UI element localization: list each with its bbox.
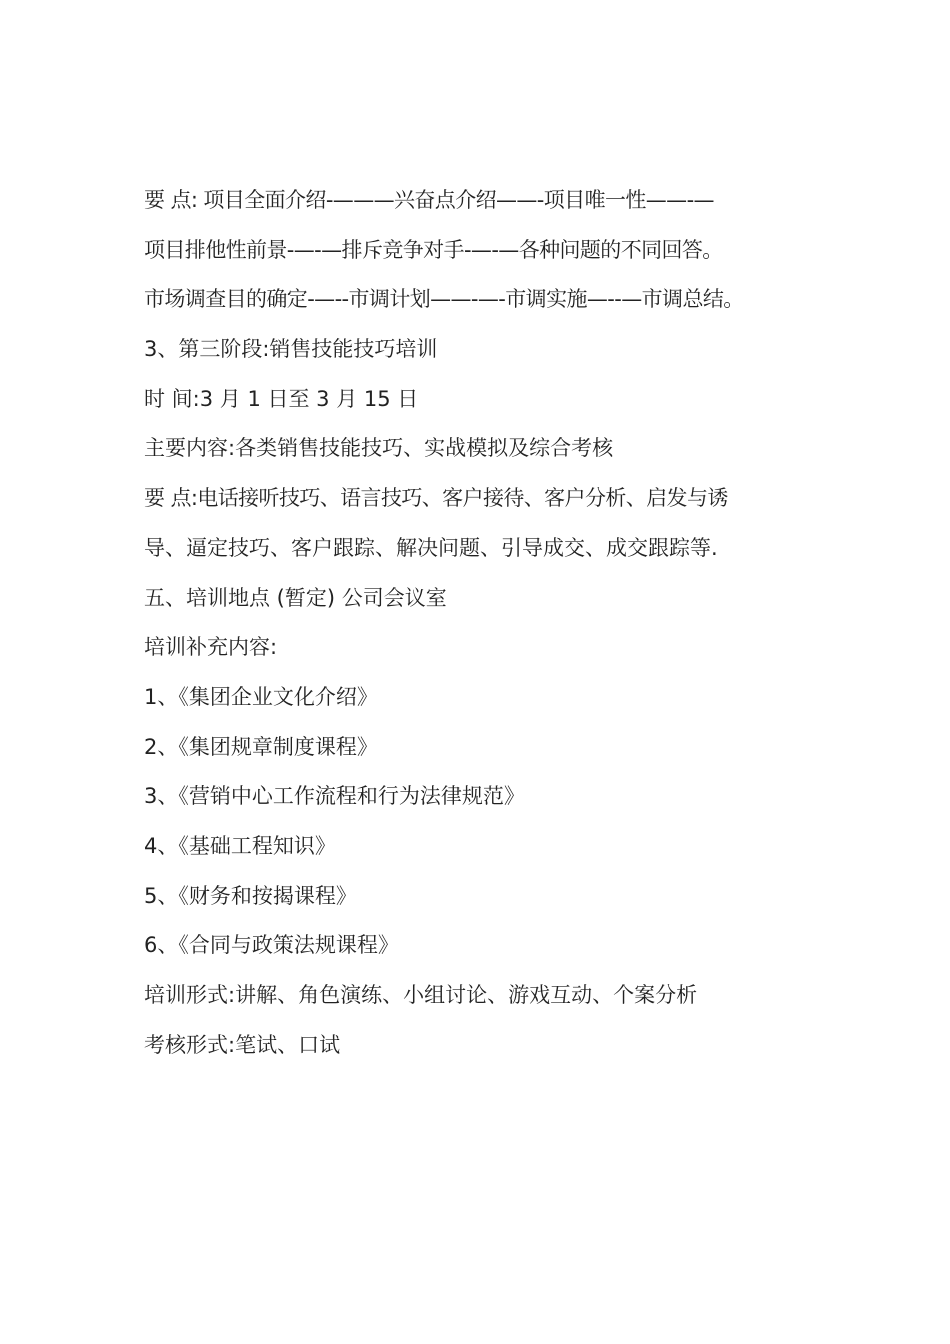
text-line-main-content: 主要内容:各类销售技能技巧、实战模拟及综合考核	[144, 436, 614, 461]
text-line-training-format: 培训形式:讲解、角色演练、小组讨论、游戏互动、个案分析	[144, 983, 698, 1007]
list-item-course-1: 1、《集团企业文化介绍》	[144, 684, 378, 709]
text-line-stage-three: 3、第三阶段:销售技能技巧培训	[144, 337, 438, 362]
list-item-course-3: 3、《营销中心工作流程和行为法律规范》	[144, 784, 525, 809]
text-line-key-points-skills: 要 点:电话接听技巧、语言技巧、客户接待、客户分析、启发与诱	[144, 486, 728, 511]
text-line-supplementary-heading: 培训补充内容:	[144, 635, 278, 660]
text-line-assessment-format: 考核形式:笔试、口试	[144, 1032, 341, 1057]
list-item-course-2: 2、《集团规章制度课程》	[144, 734, 378, 759]
text-line-exclusivity: 项目排他性前景-—-—排斥竞争对手-—-—各种问题的不同回答。	[144, 237, 723, 262]
text-line-key-points-project: 要 点: 项目全面介绍-———兴奋点介绍——-项目唯一性——-—	[144, 188, 714, 212]
text-line-skills-continued: 导、逼定技巧、客户跟踪、解决问题、引导成交、成交跟踪等.	[144, 535, 718, 560]
list-item-course-4: 4、《基础工程知识》	[144, 833, 336, 858]
list-item-course-5: 5、《财务和按揭课程》	[144, 883, 357, 908]
text-line-time: 时 间:3 月 1 日至 3 月 15 日	[144, 386, 419, 411]
document-body	[144, 176, 844, 1070]
text-line-training-location: 五、培训地点 (暂定) 公司会议室	[144, 585, 447, 610]
list-item-course-6: 6、《合同与政策法规课程》	[144, 933, 399, 958]
text-line-market-research: 市场调查目的确定-—--市调计划——-—-市调实施—--—市调总结。	[144, 287, 744, 312]
